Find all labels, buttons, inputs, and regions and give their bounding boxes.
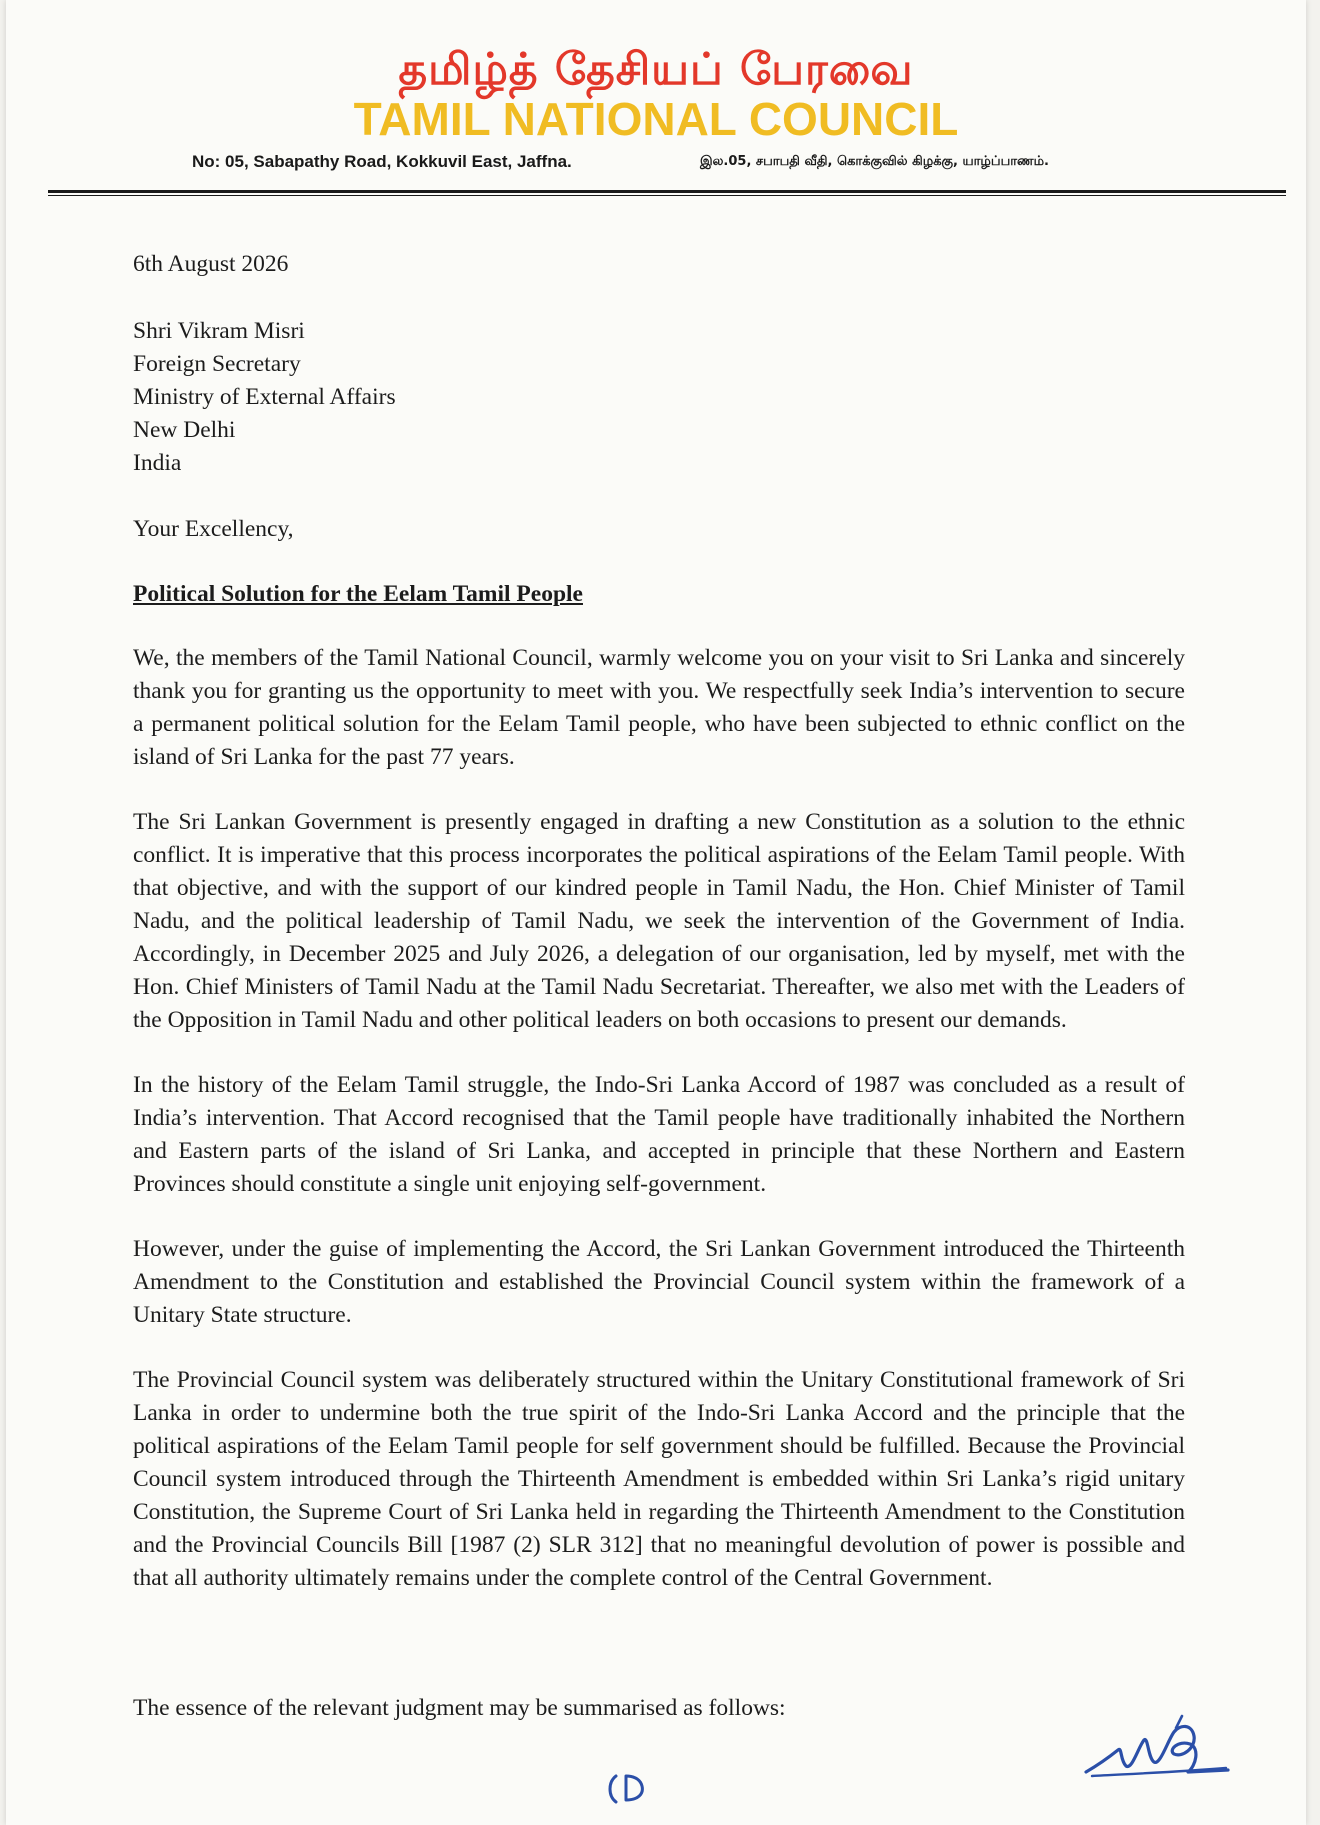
handwritten-signature [1078, 1710, 1238, 1790]
body-paragraph: We, the members of the Tamil National Council, warmly welcome you on your visit to Sri Lanka and sincerely thank you for granting us the opportunity to meet with you. We respectfully seek India’s intervention to secure a permanent political solution for the Eelam Tamil people, who have been subjected to ethnic conflict on the island of Sri Lanka for the past 77 years. [133, 645, 1185, 770]
body-paragraph: However, under the guise of implementing the Accord, the Sri Lankan Government introduced the Thirteenth Amendment to the Constitution and established the Provincial Council system within the framework of a Unitary State structure. [133, 1236, 1185, 1328]
addressee-line: India [133, 450, 182, 476]
letter-page [6, 0, 1306, 1825]
body-paragraph: In the history of the Eelam Tamil struggle, the Indo-Sri Lanka Accord of 1987 was concluded as a result of India’s intervention. That Accord recognised that the Tamil people have traditionally inhabited the Northern and Eastern parts of the island of Sri Lanka, and accepted in principle that these Northern and Eastern Provinces should constitute a single unit enjoying self-government. [133, 1072, 1185, 1197]
addressee-line: Foreign Secretary [133, 351, 301, 377]
addressee-line: New Delhi [133, 417, 236, 443]
addressee-block [133, 315, 1185, 480]
addressee-line: Shri Vikram Misri [133, 318, 305, 344]
address-tamil: இல.05, சபாபதி வீதி, கொக்குவில் கிழக்கு, யாழ்ப்பாணம். [700, 154, 1049, 169]
closing-line: The essence of the relevant judgment may be summarised as follows: [133, 1695, 786, 1721]
addressee-line: Ministry of External Affairs [133, 384, 396, 410]
header-divider-thin [48, 195, 1286, 196]
organisation-name-tamil: தமிழ்த் தேசியப் பேரவை [398, 44, 914, 95]
organisation-name-english: TAMIL NATIONAL COUNCIL [353, 93, 959, 145]
letter-date: 6th August 2026 [133, 251, 289, 277]
subject-line: Political Solution for the Eelam Tamil People [133, 581, 583, 607]
salutation: Your Excellency, [133, 516, 294, 542]
letter-body [133, 642, 1185, 1627]
handwritten-page-marker [602, 1768, 652, 1808]
header-divider [48, 190, 1286, 193]
body-paragraph: The Provincial Council system was deliberately structured within the Unitary Constitutional framework of Sri Lanka in order to undermine both the true spirit of the Indo-Sri Lanka Accord and the principle that the political aspirations of the Eelam Tamil people for self government should be fulfilled. Because the Provincial Council system introduced through the Thirteenth Amendment is embedded within Sri Lanka’s rigid unitary Constitution, the Supreme Court of Sri Lanka held in regarding the Thirteenth Amendment to the Constitution and the Provincial Councils Bill [1987 (2) SLR 312] that no meaningful devolution of power is possible and that all authority ultimately remains under the complete control of the Central Government. [133, 1367, 1185, 1591]
address-english: No: 05, Sabapathy Road, Kokkuvil East, Jaffna. [192, 152, 572, 171]
body-paragraph: The Sri Lankan Government is presently engaged in drafting a new Constitution as a solution to the ethnic conflict. It is imperative that this process incorporates the political aspirations of the Eelam Tamil people. With that objective, and with the support of our kindred people in Tamil Nadu, the Hon. Chief Minister of Tamil Nadu, and the political leadership of Tamil Nadu, we seek the intervention of the Government of India. Accordingly, in December 2025 and July 2026, a delegation of our organisation, led by myself, met with the Hon. Chief Ministers of Tamil Nadu at the Tamil Nadu Secretariat. Thereafter, we also met with the Leaders of the Opposition in Tamil Nadu and other political leaders on both occasions to present our demands. [133, 809, 1185, 1033]
